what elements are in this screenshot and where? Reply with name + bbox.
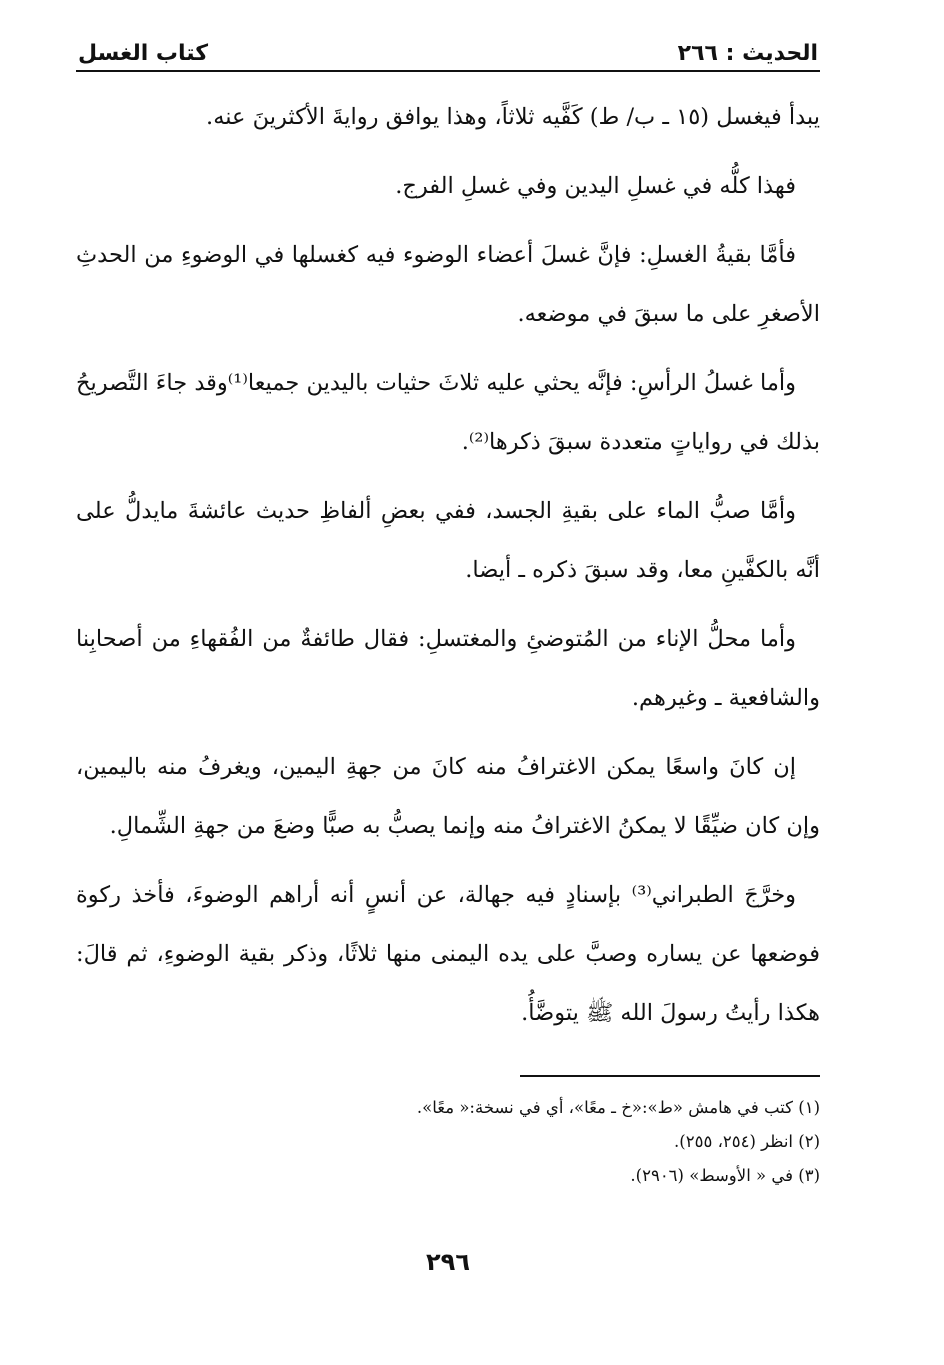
footnote-item: (١) كتب في هامش «ط»:«خ ـ معًا»، أي في نسخة:« معًا». [416,1098,820,1117]
footnotes-section [76,1075,820,1193]
footnote-item: (٢) انظر (٢٥٤، ٢٥٥). [674,1132,820,1151]
paragraph: وأما محلُّ الإناء من المُتوضئِ والمغتسلِ: فقال طائفةٌ من الفُقهاءِ من أصحابِنا والشافعية ـ وغيرهم. [76,626,820,711]
footnote-list [76,1091,820,1193]
book-page [76,30,820,1340]
hadith-number-heading: الحديث : ٢٦٦ [677,41,818,66]
page-number: ٢٩٦ [426,1248,470,1276]
footnote-divider [520,1075,820,1077]
paragraph: وخرَّجَ الطبراني⁽³⁾ بإسنادٍ فيه جهالة، عن أنسٍ أنه أراهم الوضوءَ، فأخذ ركوة فوضعها عن يساره وصبَّ على يده اليمنى منها ثلاثًا، وذكر بقية الوضوءِ، ثم قالَ: هكذا رأيتُ رسولَ الله ﷺ يتوضَّأُ. [76,882,820,1026]
chapter-title-heading: كتاب الغسل [78,41,209,66]
paragraph: فأمَّا بقيةُ الغسلِ: فإنَّ غسلَ أعضاء الوضوء فيه كغسلها في الوضوءِ من الحدثِ الأصغرِ على ما سبقَ في موضعه. [76,242,820,327]
footnote-item: (٣) في « الأوسط» (٢٩٠٦). [630,1166,820,1185]
paragraph: وأما غسلُ الرأسِ: فإنَّه يحثي عليه ثلاثَ حثيات باليدين جميعا⁽¹⁾وقد جاءَ التَّصريحُ بذلك في رواياتٍ متعددة سبقَ ذكرها⁽²⁾. [76,370,820,455]
paragraph: فهذا كلُّه في غسلِ اليدين وفي غسلِ الفرج. [395,173,796,199]
running-header [76,30,820,72]
paragraph: إن كانَ واسعًا يمكن الاغترافُ منه كانَ من جهةِ اليمين، ويغرفُ منه باليمين، وإن كان ضيِّقًا لا يمكنُ الاغترافُ منه وإنما يصبُّ به صبًّا وضعَ من جهةِ الشِّمالِ. [76,754,820,839]
main-text [76,88,820,1043]
paragraph: وأمَّا صبُّ الماء على بقيةِ الجسد، ففي بعضِ ألفاظِ حديث عائشةَ مايدلُّ على أنَّه بالكفَّينِ معا، وقد سبقَ ذكره ـ أيضا. [76,498,820,583]
paragraph: يبدأ فيغسل (١٥ ـ ب/ ط) كَفَّيه ثلاثاً، وهذا يوافق روايةَ الأكثرينَ عنه. [206,104,820,130]
